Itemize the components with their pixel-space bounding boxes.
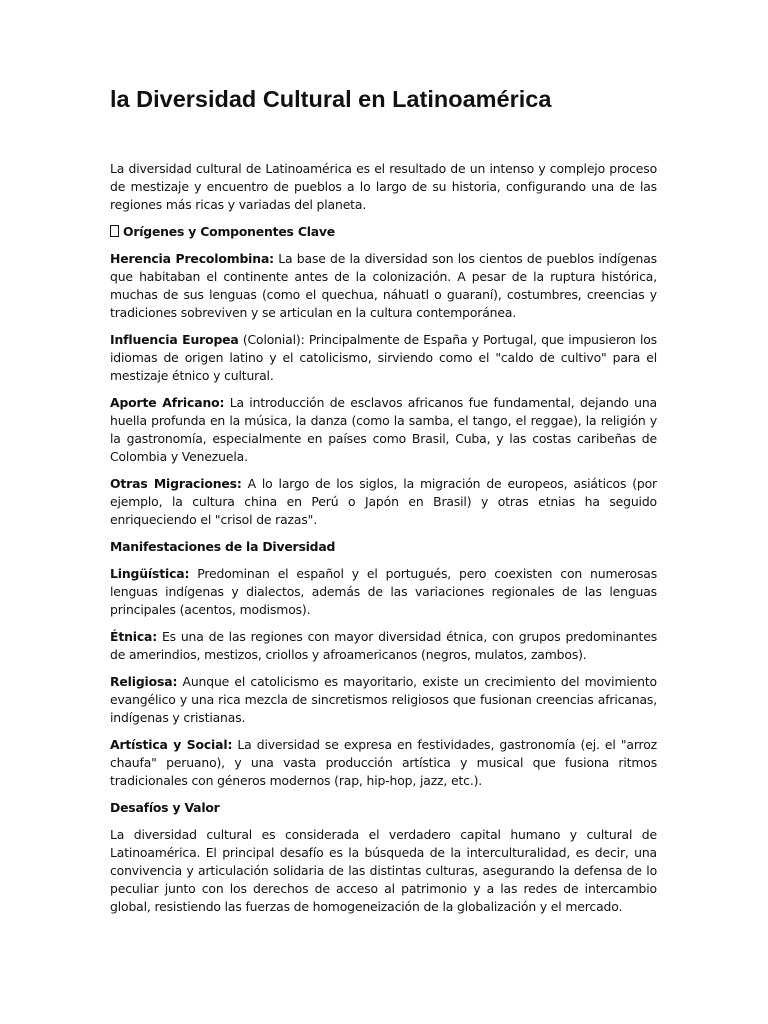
paragraph-otras-migraciones bbox=[110, 475, 657, 529]
text-otras-migraciones: A lo largo de los siglos, la migración de europeos, asiáticos (por ejemplo, la cultura china en Perú o Japón en Brasil) y otras etnias ha seguido enriqueciendo el "crisol de razas". bbox=[110, 476, 657, 527]
term-otras-migraciones: Otras Migraciones: bbox=[110, 476, 242, 491]
term-linguistica: Lingüística: bbox=[110, 566, 190, 581]
document-title: la Diversidad Cultural en Latinoamérica bbox=[110, 86, 552, 112]
document-page bbox=[110, 84, 657, 925]
section-heading-manifestaciones: Manifestaciones de la Diversidad bbox=[110, 539, 336, 554]
paragraph-religiosa bbox=[110, 673, 657, 727]
text-artistica-social: La diversidad se expresa en festividades, gastronomía (ej. el "arroz chaufa" peruano), y una vasta producción artística y musical que fusiona ritmos tradicionales con géneros modernos (rap, hip-hop, jazz, etc.). bbox=[110, 737, 658, 788]
text-aporte-africano: La introducción de esclavos africanos fue fundamental, dejando una huella profunda en la música, la danza (como la samba, el tango, el reggae), la religión y la gastronomía, especialmente en países como Brasil, Cuba, y las costas caribeñas de Colombia y Venezuela. bbox=[110, 395, 657, 464]
paragraph-linguistica bbox=[110, 565, 657, 619]
term-aporte-africano: Aporte Africano: bbox=[110, 395, 225, 410]
paragraph-etnica bbox=[110, 628, 657, 664]
section-heading-origenes bbox=[110, 223, 657, 241]
text-herencia-precolombina: La base de la diversidad son los cientos de pueblos indígenas que habitaban el continente antes de la colonización. A pesar de la ruptura histórica, muchas de sus lenguas (como el quechua, náhuatl o guaraní), costumbres, creencias y tradiciones sobreviven y se articulan en la cultura contemporánea. bbox=[110, 251, 657, 320]
text-religiosa: Aunque el catolicismo es mayoritario, existe un crecimiento del movimiento evangélico y una rica mezcla de sincretismos religiosos que fusionan creencias africanas, indígenas y cristianas. bbox=[110, 674, 657, 725]
section-heading-origenes-text: Orígenes y Componentes Clave bbox=[123, 224, 336, 239]
paragraph-aporte-africano bbox=[110, 394, 657, 466]
text-influencia-europea: (Colonial): Principalmente de España y Portugal, que impusieron los idiomas de origen latino y el catolicismo, sirviendo como el "caldo de cultivo" para el mestizaje étnico y cultural. bbox=[110, 332, 657, 383]
paragraph-desafios: La diversidad cultural es considerada el verdadero capital humano y cultural de Latinoamérica. El principal desafío es la búsqueda de la interculturalidad, es decir, una convivencia y articulación solidaria de las distintas culturas, asegurando la defensa de lo peculiar junto con los derechos de acceso al patrimonio y a las redes de intercambio global, resistiendo las fuerzas de homogeneización de la globalización y el mercado. bbox=[110, 827, 657, 914]
missing-glyph-box-icon bbox=[110, 225, 119, 237]
text-etnica: Es una de las regiones con mayor diversidad étnica, con grupos predominantes de amerindios, mestizos, criollos y afroamericanos (negros, mulatos, zambos). bbox=[110, 629, 657, 662]
term-herencia-precolombina: Herencia Precolombina: bbox=[110, 251, 274, 266]
paragraph-herencia-precolombina bbox=[110, 250, 657, 322]
paragraph-influencia-europea bbox=[110, 331, 657, 385]
paragraph-artistica-social bbox=[110, 736, 657, 790]
text-linguistica: Predominan el español y el portugués, pero coexisten con numerosas lenguas indígenas y dialectos, además de las variaciones regionales de las lenguas principales (acentos, modismos). bbox=[110, 566, 657, 617]
term-religiosa: Religiosa: bbox=[110, 674, 178, 689]
term-artistica-social: Artística y Social: bbox=[110, 737, 233, 752]
term-etnica: Étnica: bbox=[110, 629, 158, 644]
section-heading-desafios: Desafíos y Valor bbox=[110, 800, 220, 815]
term-influencia-europea: Influencia Europea bbox=[110, 332, 239, 347]
intro-paragraph: La diversidad cultural de Latinoamérica es el resultado de un intenso y complejo proceso de mestizaje y encuentro de pueblos a lo largo de su historia, configurando una de las regiones más ricas y variadas del planeta. bbox=[110, 161, 657, 212]
